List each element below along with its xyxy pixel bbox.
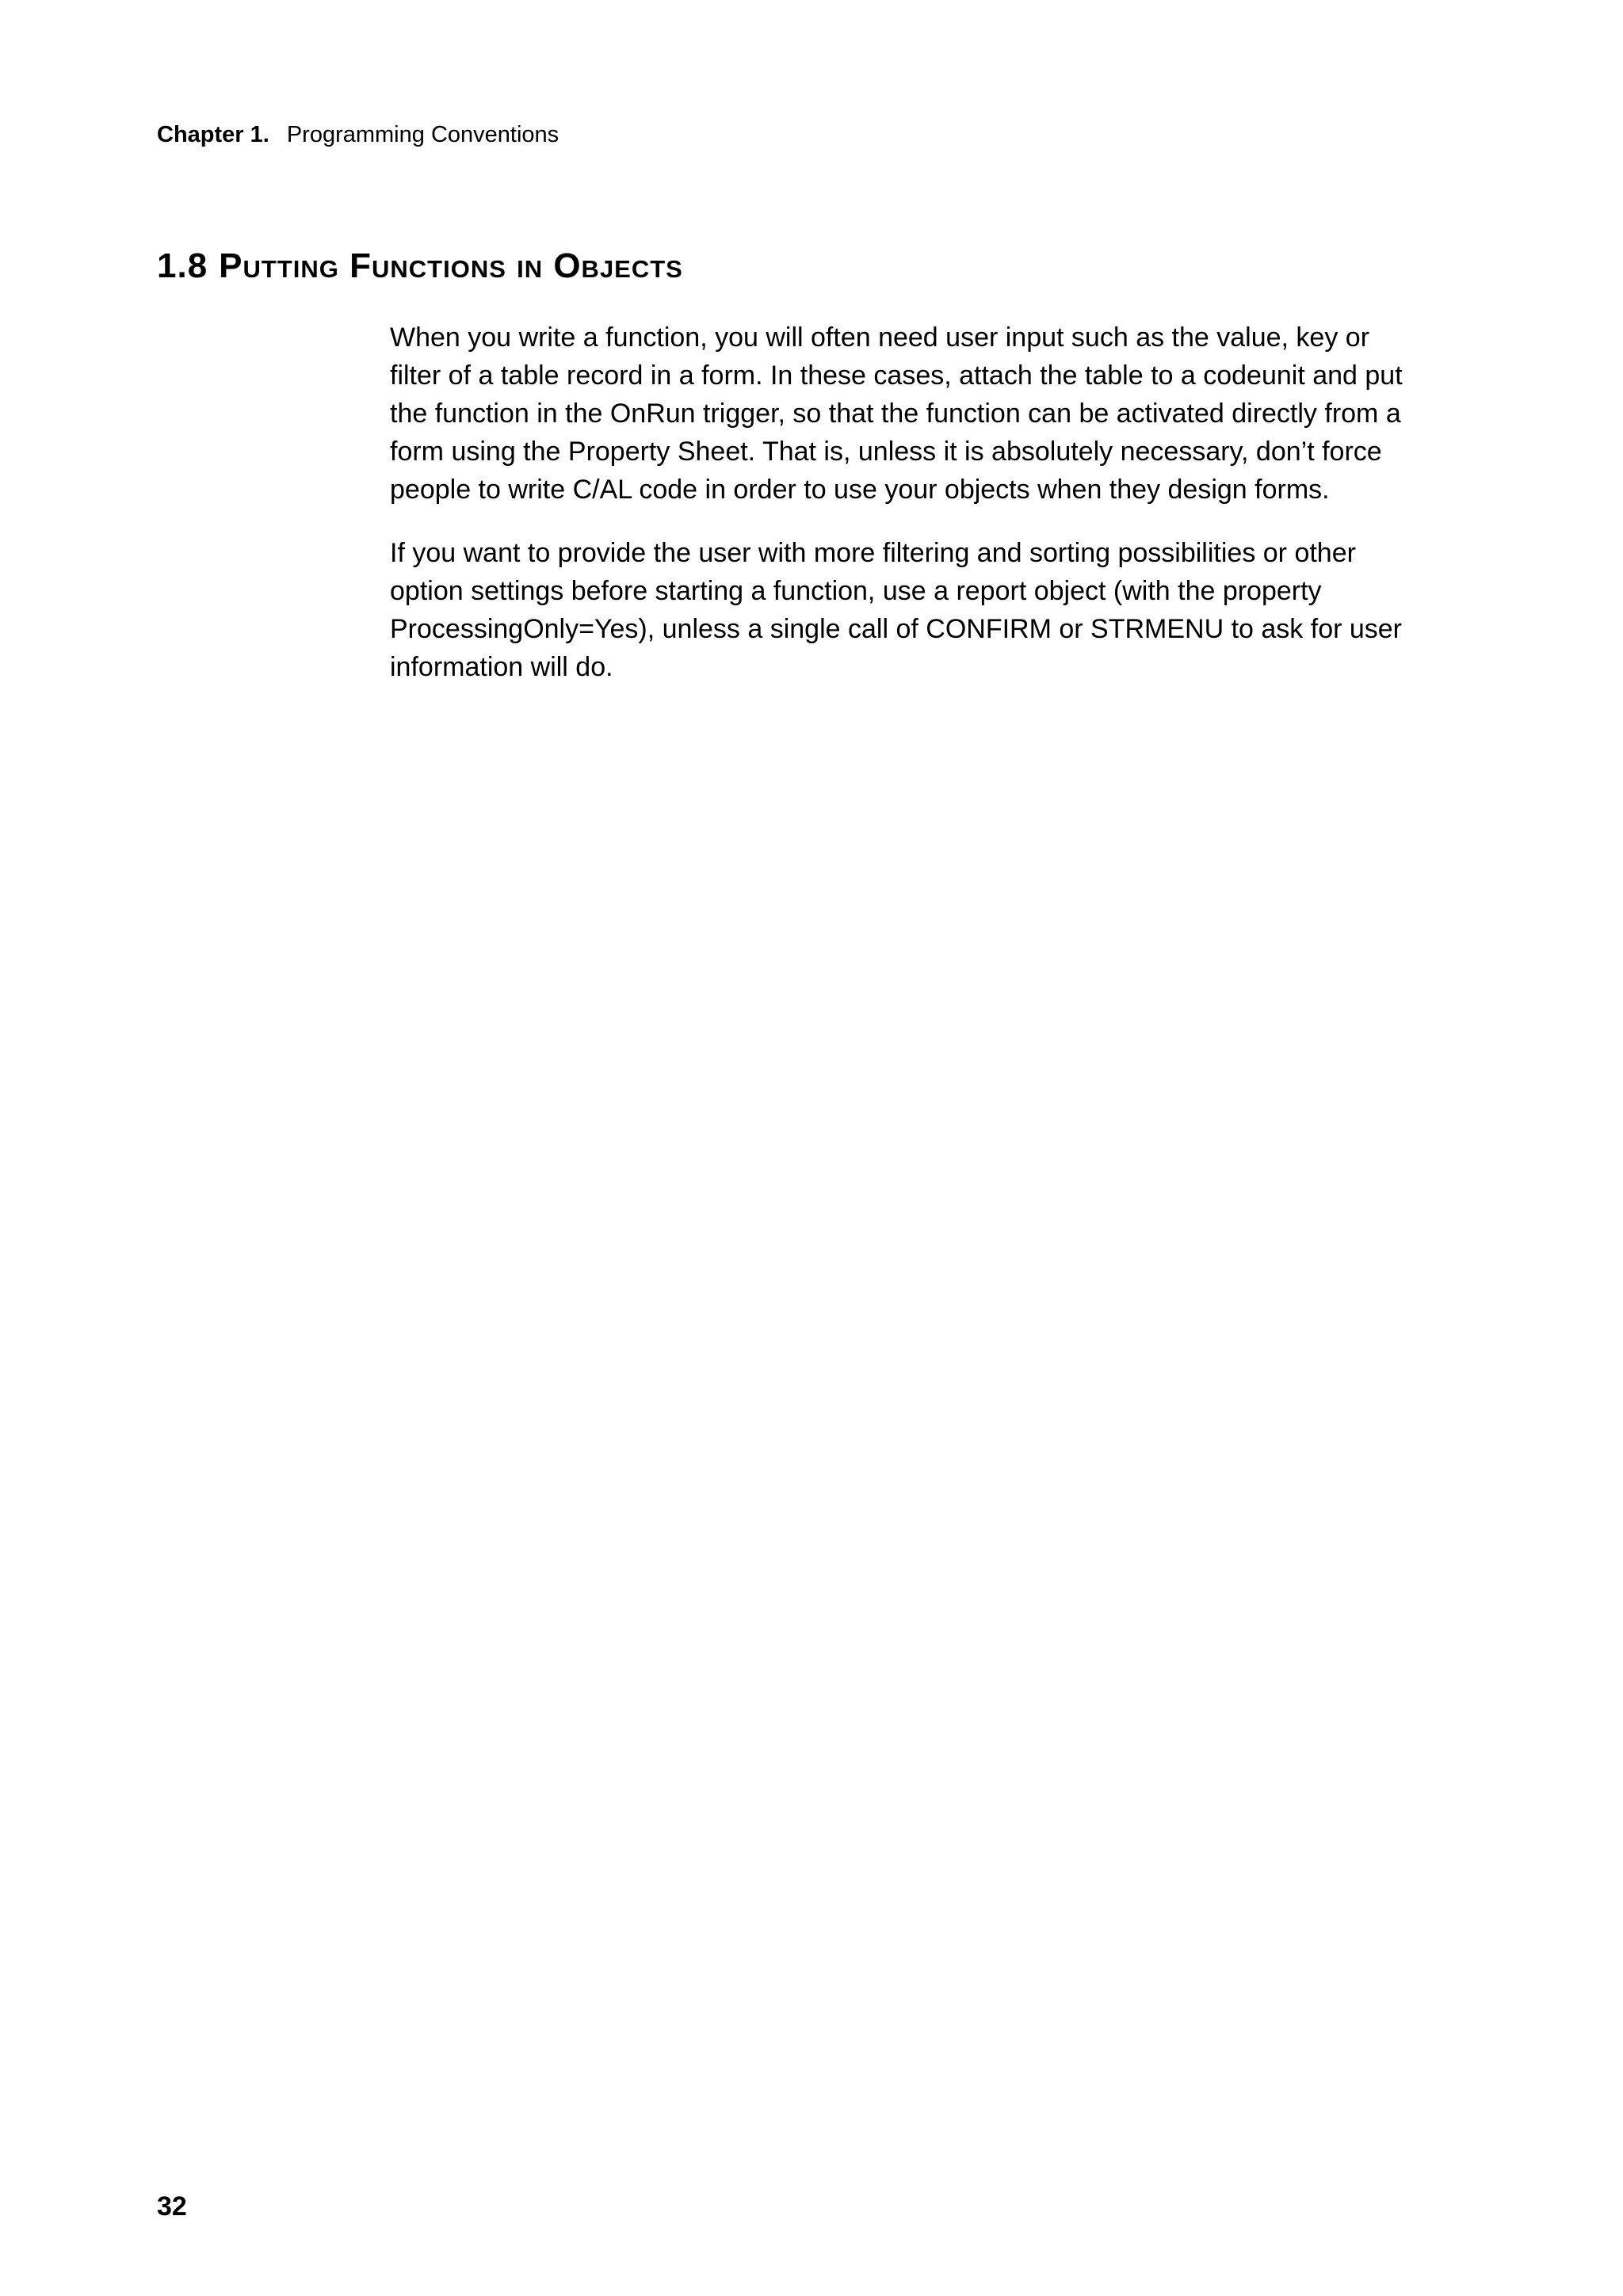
body-paragraph: When you write a function, you will often need user input such as the value, key or filter of a table record in a form. In these cases, attach the table to a codeunit and put the function in the OnRun trigger, so that the function can be activated directly from a form using the Property Sheet. That is, unless it is absolutely necessary, don’t force people to write C/AL code in order to use your objects when they design forms.	[390, 322, 1403, 505]
page-number: 32	[157, 2191, 187, 2222]
section-heading	[157, 244, 683, 288]
section-number: 1.8	[157, 246, 208, 285]
running-header	[157, 120, 559, 149]
body-paragraph: If you want to provide the user with more filtering and sorting possibilities or other option settings before starting a function, use a report object (with the property ProcessingOnly=Yes), unless a single call of CONFIRM or STRMENU to ask for user information will do.	[390, 538, 1403, 682]
section-body	[390, 318, 1412, 711]
section-title: Putting Functions in Objects	[219, 246, 683, 285]
chapter-title: Programming Conventions	[286, 122, 559, 147]
chapter-label: Chapter 1.	[157, 122, 269, 147]
